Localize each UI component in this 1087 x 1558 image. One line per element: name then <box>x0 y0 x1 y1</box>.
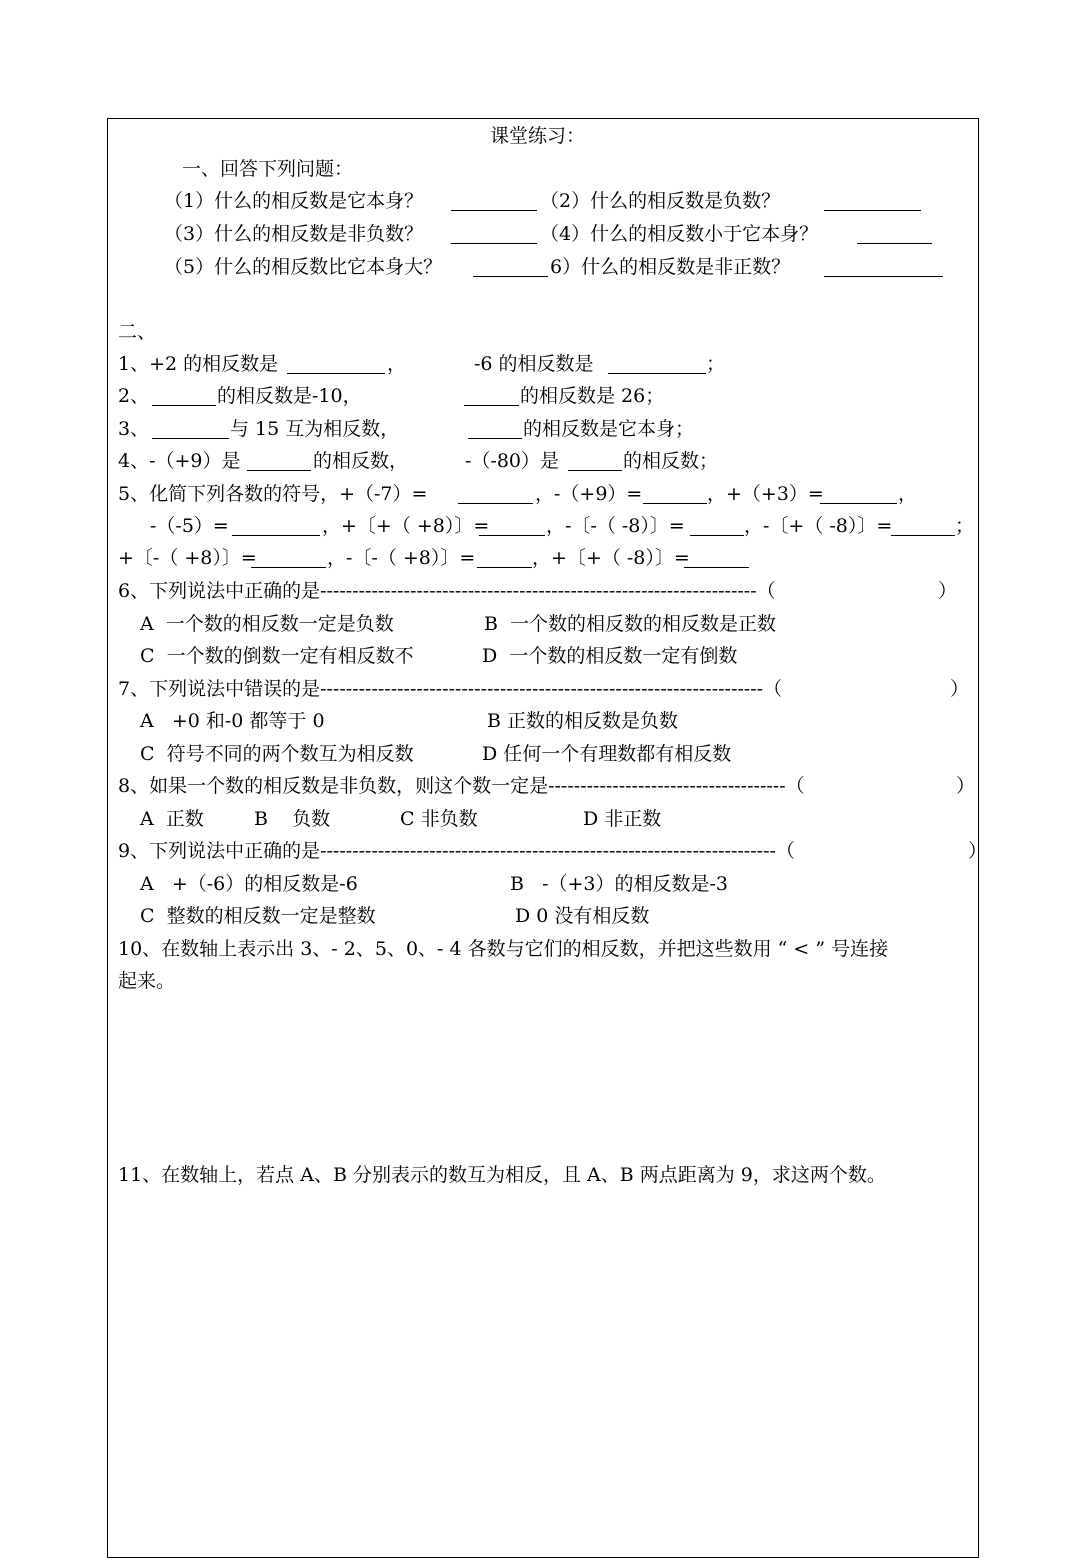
worksheet-frame <box>107 118 979 1558</box>
part2-l5e: -（-5）= <box>150 515 229 537</box>
q8-stem: 8、如果一个数的相反数是非负数，则这个数一定是-------------------------------------（ <box>118 775 805 797</box>
answer-blank[interactable] <box>608 373 706 374</box>
answer-blank[interactable] <box>684 567 749 568</box>
q6-option-d: D 一个数的相反数一定有倒数 <box>482 645 738 667</box>
q7-option-c: C 符号不同的两个数互为相反数 <box>140 743 414 765</box>
q9-option-a: A +（-6）的相反数是-6 <box>140 873 358 895</box>
part1-q5: （5）什么的相反数比它本身大？ <box>164 256 443 278</box>
part2-l2a: 2、 <box>118 385 150 407</box>
answer-blank[interactable] <box>247 470 311 471</box>
q7-close: ） <box>950 678 970 700</box>
part1-q4: （4）什么的相反数小于它本身？ <box>540 223 819 245</box>
q10-line1: 10、在数轴上表示出 3、- 2、5、0、- 4 各数与它们的相反数，并把这些数用 “ < ” 号连接 <box>118 938 889 960</box>
q11-line1: 11、在数轴上，若点 A、B 分别表示的数互为相反，且 A、B 两点距离为 9，求这两个数。 <box>118 1164 886 1186</box>
part2-heading: 二、 <box>118 321 157 343</box>
part2-l4d: 的相反数； <box>623 450 719 472</box>
part2-l4c: -（-80）是 <box>465 450 560 472</box>
part2-l5j: +〔-（ +8）〕= <box>118 547 257 569</box>
q7-option-a: A +0 和-0 都等于 0 <box>140 710 325 732</box>
answer-blank[interactable] <box>251 567 326 568</box>
part2-l5g: ，-〔-（ -8）〕= <box>546 515 685 537</box>
part1-heading: 一、回答下列问题： <box>182 158 354 180</box>
answer-blank[interactable] <box>232 535 320 536</box>
part2-l4a: 4、-（+9）是 <box>118 450 241 472</box>
q9-option-c: C 整数的相反数一定是整数 <box>140 905 376 927</box>
answer-blank[interactable] <box>458 503 533 504</box>
part2-l5c: ，+（+3）= <box>707 483 824 505</box>
part2-l2b: 的相反数是-10， <box>217 385 362 407</box>
q6-stem: 6、下列说法中正确的是--------------------------------------------------------------------（ <box>118 580 776 602</box>
q9-option-b: B -（+3）的相反数是-3 <box>510 873 729 895</box>
answer-blank[interactable] <box>824 210 921 211</box>
q9-stem: 9、下列说法中正确的是-----------------------------------------------------------------------（ <box>118 840 795 862</box>
part2-l5l: ，+〔+（ -8）〕= <box>532 547 690 569</box>
q6-close: ） <box>938 580 958 602</box>
answer-blank[interactable] <box>152 405 216 406</box>
q6-option-a: A 一个数的相反数一定是负数 <box>140 613 394 635</box>
part1-q2: （2）什么的相反数是负数？ <box>540 190 781 212</box>
answer-blank[interactable] <box>643 503 707 504</box>
part1-q1: （1）什么的相反数是它本身？ <box>164 190 424 212</box>
q7-stem: 7、下列说法中错误的是---------------------------------------------------------------------（ <box>118 678 783 700</box>
answer-blank[interactable] <box>690 535 744 536</box>
part2-l5i: ； <box>955 515 975 537</box>
part2-l3a: 3、 <box>118 418 150 440</box>
answer-blank[interactable] <box>479 535 545 536</box>
answer-blank[interactable] <box>451 210 537 211</box>
part2-l5f: ，+〔+（ +8）〕= <box>322 515 490 537</box>
answer-blank[interactable] <box>820 503 897 504</box>
part2-l1d: ； <box>706 353 726 375</box>
q8-option-c: C 非负数 <box>400 808 478 830</box>
q7-option-b: B 正数的相反数是负数 <box>487 710 679 732</box>
part2-l1b: ， <box>387 353 407 375</box>
answer-blank[interactable] <box>464 405 519 406</box>
answer-blank[interactable] <box>477 567 532 568</box>
part2-l1a: 1、+2 的相反数是 <box>118 353 279 375</box>
q8-option-b: B 负数 <box>254 808 331 830</box>
q10-line2: 起来。 <box>118 970 176 992</box>
q7-option-d: D 任何一个有理数都有相反数 <box>482 743 732 765</box>
q9-close: ） <box>968 840 988 862</box>
answer-blank[interactable] <box>287 373 385 374</box>
answer-blank[interactable] <box>568 470 622 471</box>
part2-l5h: ，-〔+（ -8）〕= <box>744 515 893 537</box>
page-title: 课堂练习： <box>490 125 586 147</box>
q6-option-b: B 一个数的相反数的相反数是正数 <box>484 613 777 635</box>
answer-blank[interactable] <box>857 243 932 244</box>
part2-l4b: 的相反数， <box>313 450 409 472</box>
part1-q3: （3）什么的相反数是非负数？ <box>164 223 424 245</box>
part2-l5k: ，-〔-（ +8）〕= <box>327 547 476 569</box>
q6-option-c: C 一个数的倒数一定有相反数不 <box>140 645 414 667</box>
q8-option-a: A 正数 <box>140 808 204 830</box>
answer-blank[interactable] <box>451 243 537 244</box>
q8-option-d: D 非正数 <box>583 808 662 830</box>
q8-close: ） <box>956 775 976 797</box>
answer-blank[interactable] <box>824 276 943 277</box>
part2-l2c: 的相反数是 26； <box>520 385 665 407</box>
q9-option-d: D 0 没有相反数 <box>515 905 650 927</box>
part2-l5b: ，-（+9）= <box>535 483 643 505</box>
part1-q6: 6）什么的相反数是非正数？ <box>550 256 791 278</box>
answer-blank[interactable] <box>473 276 548 277</box>
part2-l5a: 5、化简下列各数的符号，+（-7）= <box>118 483 428 505</box>
part2-l1c: -6 的相反数是 <box>474 353 594 375</box>
part2-l5d: ， <box>898 483 918 505</box>
answer-blank[interactable] <box>468 438 522 439</box>
part2-l3b: 与 15 互为相反数， <box>230 418 400 440</box>
answer-blank[interactable] <box>891 535 955 536</box>
answer-blank[interactable] <box>152 438 229 439</box>
part2-l3c: 的相反数是它本身； <box>523 418 695 440</box>
